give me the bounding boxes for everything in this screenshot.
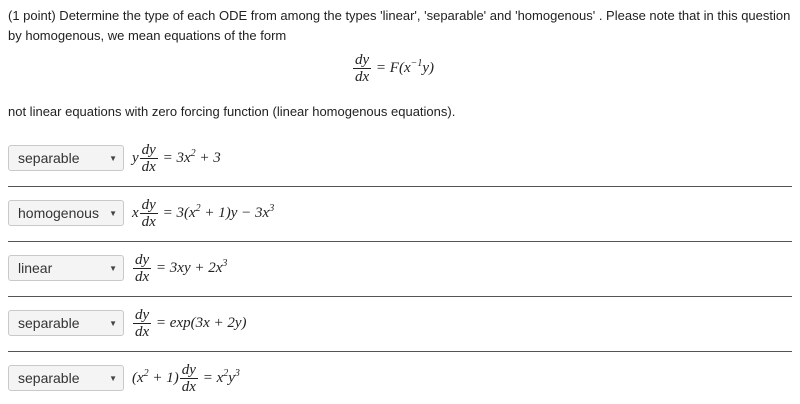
ode-equation-2: x $\frac{dy}{dx}$ = $3(x^2 + 1)y - 3x^3$ xyxy=(132,196,275,230)
ode-row-1 xyxy=(8,141,221,175)
row-divider xyxy=(8,241,792,242)
ode-equation-4: $\frac{dy}{dx}$ = exp(3x + 2y) xyxy=(135,306,247,340)
row-divider xyxy=(8,296,792,297)
type-select-3[interactable]: linear ▼ xyxy=(8,255,124,281)
type-select-2[interactable]: homogenous ▼ xyxy=(8,200,124,226)
chevron-down-icon: ▼ xyxy=(109,153,117,163)
chevron-down-icon: ▼ xyxy=(109,318,117,328)
ode-row-5 xyxy=(8,361,240,395)
type-select-4[interactable]: separable ▼ xyxy=(8,310,124,336)
type-select-1[interactable]: separable ▼ xyxy=(8,145,124,171)
row-divider xyxy=(8,186,792,187)
type-select-5[interactable]: separable ▼ xyxy=(8,365,124,391)
ode-row-2 xyxy=(8,196,274,230)
ode-row-4 xyxy=(8,306,247,340)
row-divider xyxy=(8,351,792,352)
question-intro: (1 point) Determine the type of each ODE from among the types 'linear', 'separable' and 'homogenous' . Please note that in this question by homogenous, we mean equations of the form xyxy=(8,8,791,43)
chevron-down-icon: ▼ xyxy=(109,263,117,273)
ode-row-3 xyxy=(8,251,227,285)
chevron-down-icon: ▼ xyxy=(109,373,117,383)
ode-equation-1: y $\frac{dy}{dx}$ = $3x^2 + 3$ xyxy=(132,141,221,175)
chevron-down-icon: ▼ xyxy=(109,208,117,218)
display-equation: $\frac{dy}{dx}$ = $F(x^{-1}y)$ xyxy=(355,52,435,85)
ode-equation-5: $(x^2 + 1)$ $\frac{dy}{dx}$ = $x^2y^3$ xyxy=(132,361,240,395)
question-note: not linear equations with zero forcing function (linear homogenous equations). xyxy=(8,104,456,119)
ode-equation-3: $\frac{dy}{dx}$ = $3xy + 2x^3$ xyxy=(135,251,228,285)
